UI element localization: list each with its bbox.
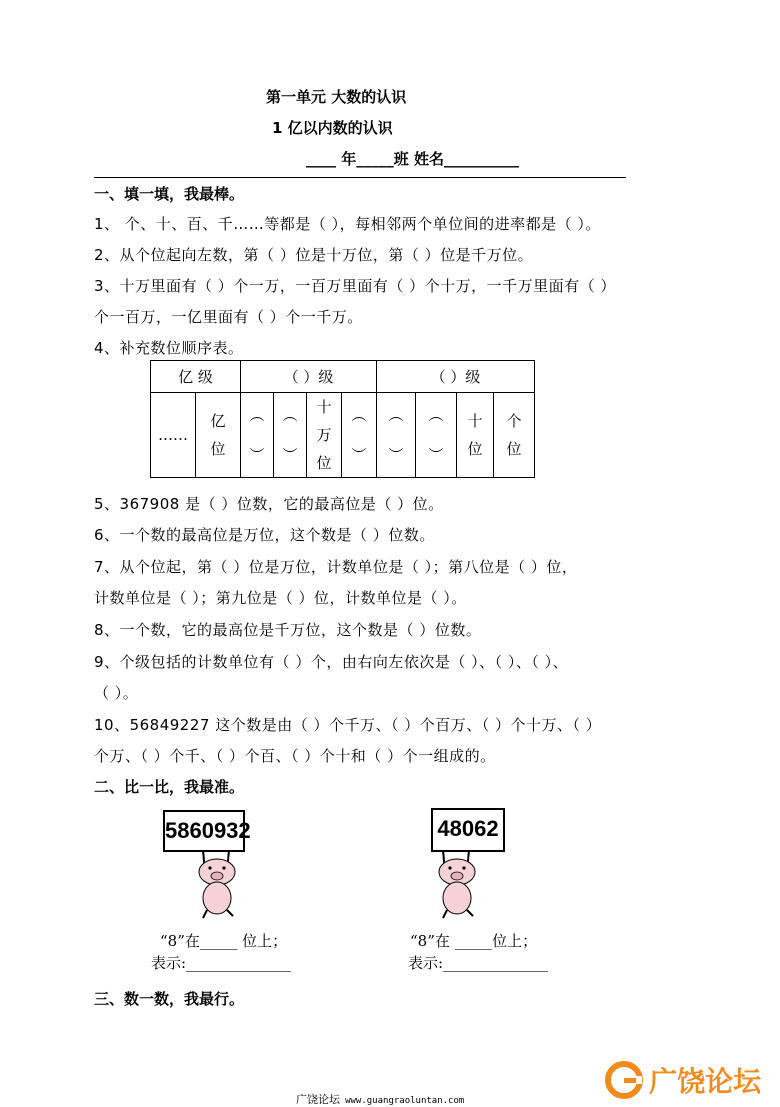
question-9-line1: 9、个级包括的计数单位有（ ）个，由右向左依次是（ ）、（ ）、（ ）、 — [94, 653, 569, 671]
cell-shiwan-3: 位 — [316, 454, 332, 472]
question-9-line2: （ ）。 — [94, 684, 139, 702]
cell-ge-top: 个 — [506, 412, 522, 430]
pig-icon — [185, 850, 255, 920]
paren-top: ︵ — [388, 406, 404, 424]
cell-shiwan-1: 十 — [316, 398, 332, 416]
paren-top: ︵ — [282, 406, 298, 424]
table-header-yi: 亿 级 — [151, 361, 241, 393]
paren-bot: ︶ — [249, 446, 265, 464]
question-10-line1: 10、56849227 这个数是由（ ）个千万、（ ）个百万、（ ）个十万、（ ） — [94, 716, 602, 734]
blank-cell — [377, 393, 416, 478]
place-value-table — [150, 360, 535, 478]
cell-dots: …… — [151, 393, 196, 478]
site-logo — [604, 1060, 761, 1100]
unit-title: 第一单元 大数的认识 — [266, 88, 407, 106]
cell-yi-top: 亿 — [210, 412, 226, 430]
question-4: 4、补充数位顺序表。 — [94, 339, 244, 357]
logo-text: 广饶论坛 — [649, 1065, 762, 1098]
question-1: 1、 个、十、百、千……等都是（ ），每相邻两个单位间的进率都是（ ）。 — [94, 215, 601, 233]
blank-cell — [241, 393, 274, 478]
question-10-line2: 个万、（ ）个千、（ ）个百、（ ）个十和（ ）个一组成的。 — [94, 747, 496, 765]
pig-icon — [425, 850, 495, 920]
left-caption-position: “8”在_____ 位上； — [160, 932, 288, 950]
left-caption-meaning: 表示:______________ — [151, 954, 292, 972]
right-number-sign: 48062 — [431, 808, 505, 852]
cell-shiwan-2: 万 — [316, 426, 332, 444]
cell-shi — [457, 393, 494, 478]
table-header-wan: （ ）级 — [241, 361, 377, 393]
section3-heading: 三、数一数，我最行。 — [94, 990, 245, 1008]
section1-heading: 一、填一填，我最棒。 — [94, 185, 245, 203]
paren-bot: ︶ — [351, 446, 367, 464]
paren-top: ︵ — [249, 406, 265, 424]
right-caption-meaning: 表示:______________ — [408, 954, 549, 972]
cell-shi-top: 十 — [467, 412, 483, 430]
cell-shi-bot: 位 — [467, 440, 483, 458]
paren-top: ︵ — [351, 406, 367, 424]
blank-cell — [416, 393, 457, 478]
question-6: 6、一个数的最高位是万位，这个数是（ ）位数。 — [94, 526, 435, 544]
cell-ge-bot: 位 — [506, 440, 522, 458]
logo-icon — [604, 1060, 644, 1100]
footer-site-url: www.guangraoluntan.com — [345, 1096, 465, 1106]
question-8: 8、一个数，它的最高位是千万位，这个数是（ ）位数。 — [94, 621, 482, 639]
right-caption-position: “8”在 _____位上； — [410, 932, 538, 950]
section2-heading: 二、比一比，我最准。 — [94, 778, 245, 796]
question-2: 2、从个位起向左数，第（ ）位是十万位，第（ ）位是千万位。 — [94, 246, 534, 264]
paren-bot: ︶ — [282, 446, 298, 464]
question-7-line2: 计数单位是（ ）；第九位是（ ）位，计数单位是（ ）。 — [94, 589, 467, 607]
header-divider — [94, 177, 626, 178]
question-3-line2: 个一百万，一亿里面有（ ）个一千万。 — [94, 308, 363, 326]
footer-watermark — [296, 1088, 464, 1107]
cell-yi-bot: 位 — [210, 440, 226, 458]
paren-bot: ︶ — [388, 446, 404, 464]
paren-bot: ︶ — [428, 446, 444, 464]
cell-yi — [196, 393, 241, 478]
question-5: 5、367908 是（ ）位数，它的最高位是（ ）位。 — [94, 495, 444, 513]
table-header-ge: （ ）级 — [377, 361, 535, 393]
class-name-line: ____ 年_____班 姓名__________ — [306, 150, 519, 168]
blank-cell — [274, 393, 307, 478]
question-7-line1: 7、从个位起，第（ ）位是万位，计数单位是（ ）；第八位是（ ）位， — [94, 558, 578, 576]
blank-cell — [342, 393, 377, 478]
footer-site-name: 广饶论坛 — [296, 1093, 340, 1106]
cell-ge — [494, 393, 535, 478]
question-3-line1: 3、十万里面有（ ）个一万，一百万里面有（ ）个十万，一千万里面有（ ） — [94, 277, 616, 295]
lesson-title: 1 亿以内数的认识 — [272, 119, 393, 137]
cell-shiwan — [307, 393, 342, 478]
paren-top: ︵ — [428, 406, 444, 424]
left-number-sign: 5860932 — [163, 810, 245, 852]
